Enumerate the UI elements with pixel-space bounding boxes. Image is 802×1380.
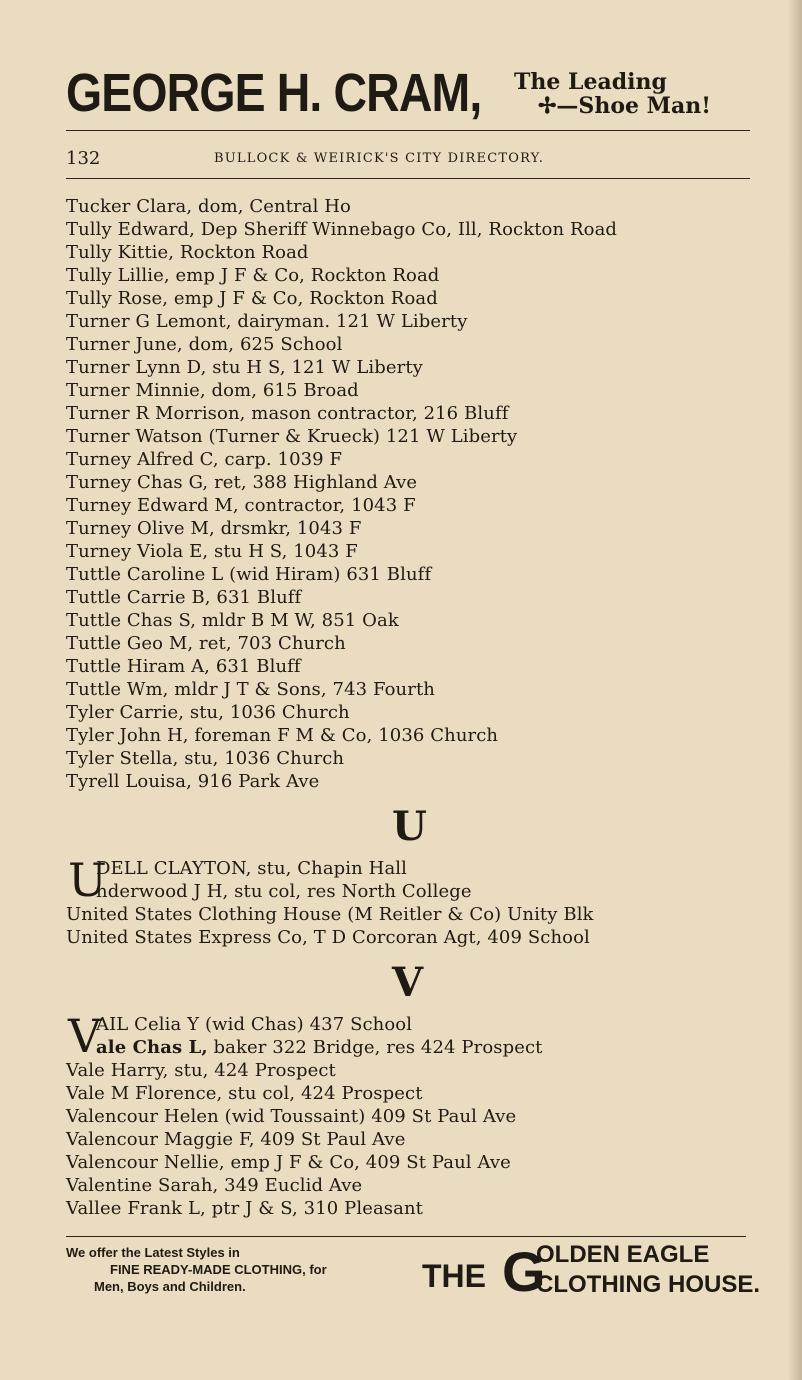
directory-entries (66, 195, 756, 1220)
list-item: Turney Alfred C, carp. 1039 F (66, 449, 343, 470)
list-item: Vallee Frank L, ptr J & S, 310 Pleasant (66, 1198, 423, 1219)
entry-text: nderwood J H, stu col, res North College (96, 881, 472, 902)
list-item: Tyler Carrie, stu, 1036 Church (66, 702, 350, 723)
list-item: Tuttle Hiram A, 631 Bluff (66, 656, 301, 677)
list-item: Turner June, dom, 625 School (66, 334, 343, 355)
list-item: Tully Rose, emp J F & Co, Rockton Road (66, 288, 438, 309)
entry-text: DELL CLAYTON, stu, Chapin Hall (96, 858, 408, 879)
tagline-line1: The Leading (514, 69, 667, 95)
list-item: Vale M Florence, stu col, 424 Prospect (66, 1083, 423, 1104)
list-item: Tuttle Carrie B, 631 Bluff (66, 587, 302, 608)
footer-line3: Men, Boys and Children. (94, 1279, 246, 1294)
list-item: Tuttle Geo M, ret, 703 Church (66, 633, 346, 654)
list-item (66, 1036, 756, 1059)
page-edge-shadow (788, 0, 802, 1380)
tagline (514, 70, 711, 118)
list-item: Tyler Stella, stu, 1036 Church (66, 748, 345, 769)
footer-name-line1: OLDEN EAGLE (536, 1241, 710, 1268)
list-item: Tyler John H, foreman F M & Co, 1036 Church (66, 725, 499, 746)
header-advertisement (66, 62, 756, 132)
entry-text: baker 322 Bridge, res 424 Prospect (207, 1037, 543, 1058)
footer-store-name (536, 1240, 760, 1300)
dropcap-u: U (68, 853, 107, 907)
list-item: Turner Lynn D, stu H S, 121 W Liberty (66, 357, 423, 378)
list-item (66, 880, 756, 903)
page-number: 132 (66, 148, 101, 169)
footer-line2: FINE READY-MADE CLOTHING, for (110, 1262, 327, 1277)
list-item: Tully Edward, Dep Sheriff Winnebago Co, Ill, Rockton Road (66, 219, 618, 240)
v-entries-list (66, 1059, 756, 1220)
header-divider (66, 130, 750, 131)
list-item: Turner R Morrison, mason contractor, 216 Bluff (66, 403, 509, 424)
list-item: Turney Olive M, drsmkr, 1043 F (66, 518, 362, 539)
footer-the: THE (422, 1258, 486, 1294)
brand-name: GEORGE H. CRAM, (66, 63, 482, 123)
list-item: Valencour Helen (wid Toussaint) 409 St Paul Ave (66, 1106, 517, 1127)
list-item: Turner G Lemont, dairyman. 121 W Liberty (66, 311, 468, 332)
list-item: Tuttle Caroline L (wid Hiram) 631 Bluff (66, 564, 432, 585)
list-item: United States Clothing House (M Reitler & Co) Unity Blk (66, 904, 594, 925)
list-item: Tully Lillie, emp J F & Co, Rockton Road (66, 265, 440, 286)
footer-name-line2: CLOTHING HOUSE. (536, 1271, 761, 1298)
list-item: United States Express Co, T D Corcoran Agt, 409 School (66, 927, 590, 948)
list-item: Tuttle Wm, mldr J T & Sons, 743 Fourth (66, 679, 435, 700)
footer-advertisement (66, 1240, 761, 1310)
list-item: Turney Edward M, contractor, 1043 F (66, 495, 416, 516)
footer-offer-text (66, 1244, 327, 1295)
footer-divider (66, 1236, 746, 1237)
section-letter-v: V (392, 959, 424, 1006)
list-item: Tully Kittie, Rockton Road (66, 242, 309, 263)
list-item: Valencour Maggie F, 409 St Paul Ave (66, 1129, 406, 1150)
t-entries-list (66, 195, 756, 793)
list-item: Turney Viola E, stu H S, 1043 F (66, 541, 358, 562)
list-item: Turner Minnie, dom, 615 Broad (66, 380, 359, 401)
list-item: Valentine Sarah, 349 Euclid Ave (66, 1175, 363, 1196)
list-item: Tucker Clara, dom, Central Ho (66, 196, 351, 217)
list-item: Turney Chas G, ret, 388 Highland Ave (66, 472, 418, 493)
footer-initial-g: G (502, 1240, 546, 1303)
directory-title: BULLOCK & WEIRICK'S CITY DIRECTORY. (214, 151, 545, 166)
entry-text: AIL Celia Y (wid Chas) 437 School (96, 1014, 413, 1035)
section-letter-u: U (392, 803, 427, 850)
running-head-divider (66, 178, 750, 179)
dropcap-v: V (68, 1009, 102, 1063)
entry-name-bold: ale Chas L, (96, 1037, 208, 1058)
list-item: Vale Harry, stu, 424 Prospect (66, 1060, 336, 1081)
footer-line1: We offer the Latest Styles in (66, 1245, 240, 1260)
list-item: Turner Watson (Turner & Krueck) 121 W Liberty (66, 426, 518, 447)
running-head (66, 146, 756, 172)
list-item: Tyrell Louisa, 916 Park Ave (66, 771, 320, 792)
tagline-line2: ✢—Shoe Man! (538, 93, 711, 119)
u-entries-list (66, 903, 756, 949)
list-item: Tuttle Chas S, mldr B M W, 851 Oak (66, 610, 399, 631)
list-item: Valencour Nellie, emp J F & Co, 409 St Paul Ave (66, 1152, 511, 1173)
